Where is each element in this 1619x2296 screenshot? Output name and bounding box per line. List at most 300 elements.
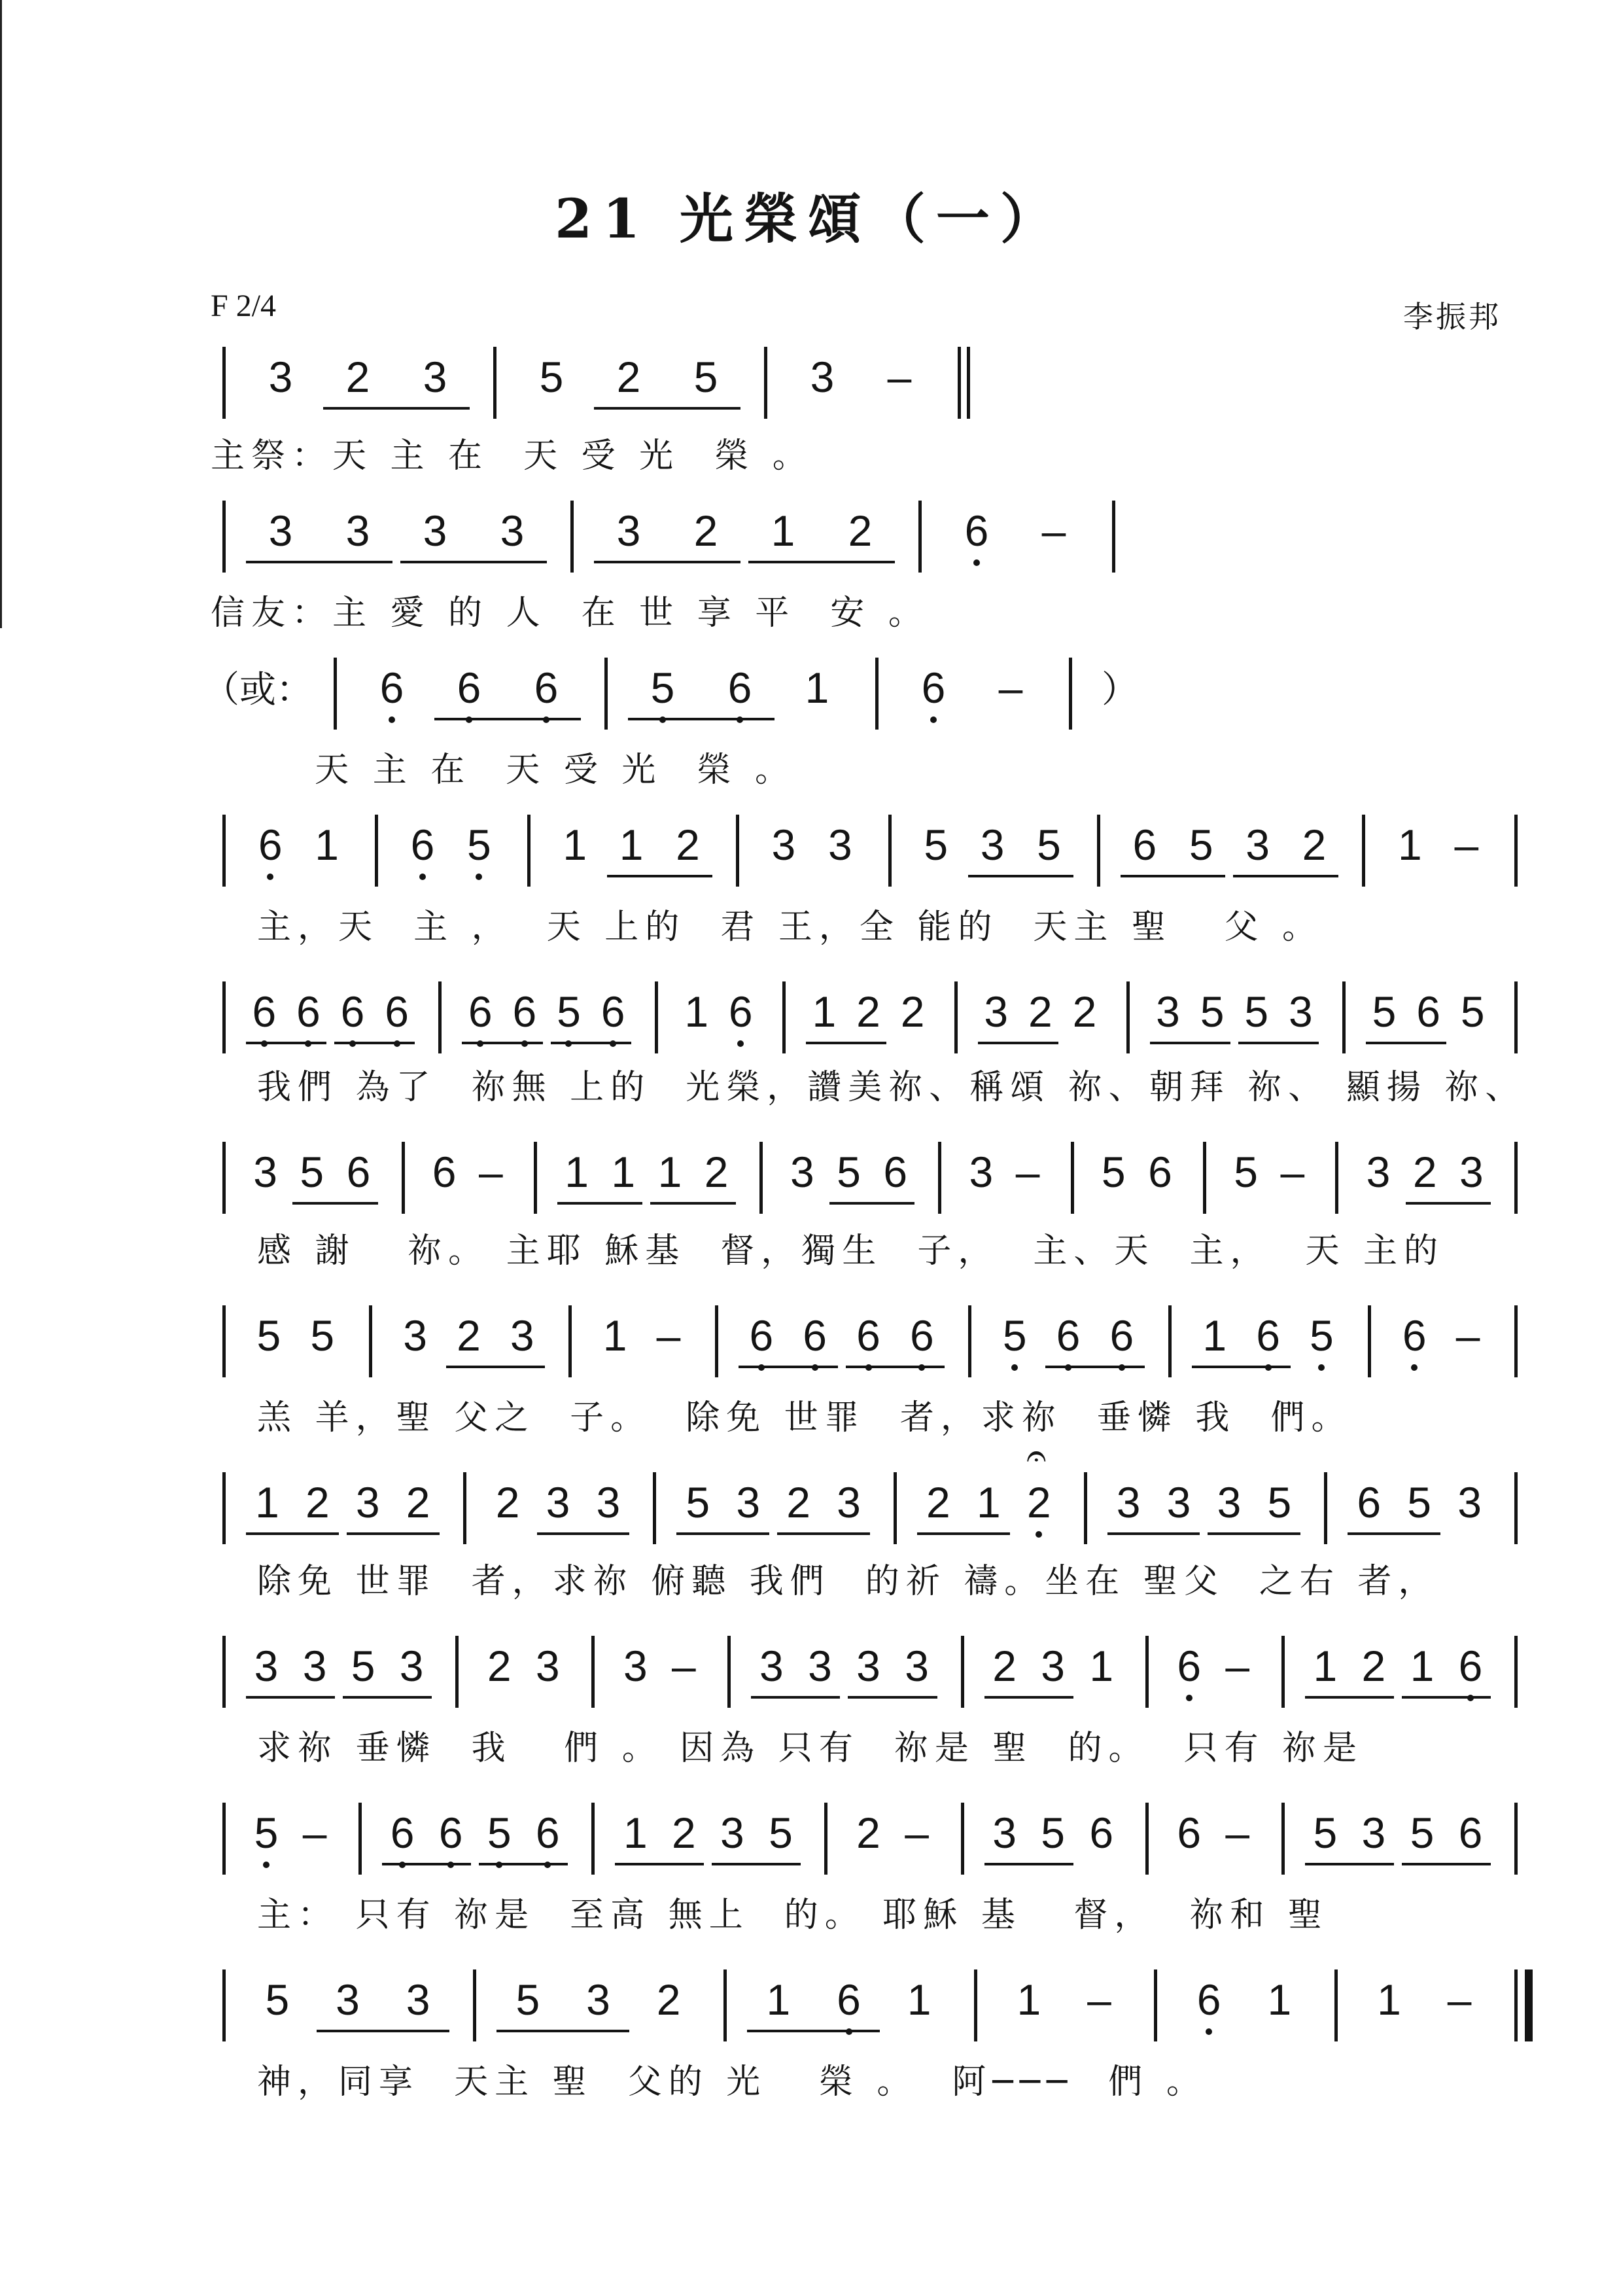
note: 2 (487, 1642, 512, 1690)
note: 5 (515, 1975, 540, 2024)
beam-underline (848, 1696, 937, 1699)
note: 6 (346, 1148, 371, 1196)
barline (1362, 815, 1365, 887)
barline (1514, 815, 1518, 887)
beam-underline (446, 1366, 546, 1368)
beam-underline (777, 1532, 870, 1535)
note: 5 (245, 1807, 288, 1859)
note: 3 (500, 506, 525, 555)
dash-sustain: – (1225, 1809, 1250, 1857)
note: 3 (1041, 1642, 1065, 1690)
barline (369, 1305, 372, 1377)
notation-line (0, 1305, 1619, 1377)
note: 3 (586, 1975, 610, 2024)
beam-underline (347, 1532, 440, 1535)
note: 5 (1313, 1809, 1338, 1857)
note: 6 (955, 504, 998, 557)
note: 5 (837, 1148, 861, 1196)
note: 3 (510, 1311, 534, 1360)
note: 6 (526, 1807, 569, 1859)
notation-line (0, 1636, 1619, 1708)
note: 6 (429, 1807, 472, 1859)
note: 5 (1200, 987, 1225, 1036)
note: 2 (495, 1478, 520, 1527)
double-barline (958, 347, 961, 419)
note: 5 (1407, 1478, 1431, 1527)
note: 3 (1245, 821, 1270, 869)
barline (1324, 1472, 1327, 1544)
note: 6 (287, 985, 330, 1038)
barline (222, 981, 226, 1053)
beam-underline (292, 1202, 377, 1205)
note: 1 (1089, 1642, 1114, 1690)
beam-underline (984, 1863, 1073, 1865)
beam-underline (334, 1042, 415, 1044)
note: 5 (924, 821, 949, 869)
note: 5 (256, 1311, 281, 1360)
note: 2 𝄐 (1017, 1476, 1060, 1528)
notation-line (0, 347, 1619, 419)
barline (438, 981, 442, 1053)
lyric-line: 主： 只有 祢是 至高 無上 的。 耶穌 基 督， 祢和 聖 (222, 1896, 1329, 1935)
beam-underline (1208, 1532, 1300, 1535)
note: 3 (403, 1311, 427, 1360)
note: 5 (457, 819, 500, 871)
final-barline (1525, 1969, 1533, 2041)
composer-name: 李振邦 (1403, 299, 1501, 334)
note: 3 (1156, 987, 1180, 1036)
barline (764, 347, 767, 419)
notation-prefix: （或： (203, 669, 313, 711)
barline (715, 1305, 718, 1377)
note: 1 (1410, 1642, 1435, 1690)
barline (1342, 981, 1346, 1053)
note: 2 (693, 506, 718, 555)
note: 5 (1037, 821, 1061, 869)
note: 5 (310, 1311, 335, 1360)
barline (222, 1636, 226, 1708)
barline (1514, 981, 1518, 1053)
barline (1514, 1803, 1518, 1875)
barline (591, 1636, 595, 1708)
beam-underline (246, 561, 392, 563)
barline (455, 1636, 459, 1708)
note: 1 (907, 1975, 931, 2024)
barline (875, 658, 879, 730)
barline (1203, 1142, 1206, 1214)
lyric-line: 感 謝 祢。 主耶 穌基 督，獨生 子， 主、天 主， 天 主的 (222, 1231, 1445, 1271)
note: 3 (736, 1478, 761, 1527)
note: 3 (969, 1148, 994, 1196)
note: 6 (847, 1309, 890, 1362)
barline (1126, 981, 1130, 1053)
note: 3 (423, 353, 447, 401)
beam-underline (739, 1366, 838, 1368)
barline (894, 1472, 897, 1544)
barline (824, 1803, 827, 1875)
dash-sustain: – (998, 663, 1023, 712)
note: 2 (406, 1478, 430, 1527)
beam-underline (829, 1202, 914, 1205)
note: 6 (1089, 1809, 1114, 1857)
beam-underline (1045, 1366, 1145, 1368)
barline (1112, 501, 1115, 573)
note: 3 (992, 1809, 1017, 1857)
note: 3 (254, 1642, 279, 1690)
note: 1 (812, 987, 837, 1036)
note: 3 (771, 821, 796, 869)
note: 2 (900, 987, 925, 1036)
note: 6 (912, 662, 955, 714)
note: 3 (1457, 1478, 1482, 1527)
beam-underline (400, 561, 547, 563)
beam-underline (343, 1696, 432, 1699)
beam-underline (984, 1696, 1073, 1699)
note: 3 (399, 1642, 424, 1690)
beam-underline (846, 1366, 945, 1368)
barline (1514, 1472, 1518, 1544)
barline (222, 1305, 226, 1377)
note: 2 (457, 1311, 481, 1360)
note: 2 (1361, 1642, 1386, 1690)
final-barline (1514, 1969, 1518, 2041)
note: 6 (1458, 1809, 1483, 1857)
note: 5 (1244, 987, 1269, 1036)
note: 6 (719, 985, 762, 1038)
note: 6 (1148, 1148, 1172, 1196)
note: 3 (827, 821, 852, 869)
note: 5 (686, 1478, 710, 1527)
note: 5 (1372, 987, 1397, 1036)
note: 5 (351, 1642, 375, 1690)
note: 1 (684, 987, 709, 1036)
note: 2 (676, 821, 700, 869)
beam-underline (1121, 875, 1226, 877)
fermata-icon: 𝄐 (1026, 1436, 1047, 1475)
beam-underline (676, 1532, 769, 1535)
beam-underline (1150, 1042, 1230, 1044)
beam-underline (1348, 1532, 1440, 1535)
note: 5 (478, 1807, 521, 1859)
note: 3 (1116, 1478, 1141, 1527)
beam-underline (1192, 1366, 1291, 1368)
barline (1097, 815, 1100, 887)
beam-underline (594, 407, 740, 410)
beam-underline (1233, 875, 1338, 877)
note: 6 (432, 1148, 457, 1196)
note: 6 (1047, 1309, 1090, 1362)
note: 3 (406, 1975, 430, 2024)
note: 2 (1072, 987, 1097, 1036)
dash-sustain: – (1280, 1148, 1305, 1196)
beam-underline (323, 407, 470, 410)
lyric-line: 主祭：天 主 在 天 受 光 榮 。 (211, 436, 813, 476)
note: 1 (563, 821, 587, 869)
note: 6 (1168, 1640, 1211, 1692)
note: 6 (740, 1309, 783, 1362)
note: 6 (1449, 1640, 1492, 1692)
dash-sustain: – (1041, 506, 1066, 555)
note: 2 (704, 1148, 729, 1196)
note: 2 (856, 1809, 880, 1857)
barline (782, 981, 786, 1053)
notation-suffix: ） (1102, 669, 1138, 711)
note: 5 (547, 985, 590, 1038)
note: 5 (693, 353, 718, 401)
note: 6 (591, 985, 635, 1038)
barline (1145, 1803, 1149, 1875)
barline (1168, 1305, 1172, 1377)
note: 6 (1187, 1973, 1230, 2026)
barline (1084, 1472, 1087, 1544)
note: 6 (459, 985, 502, 1038)
note: 6 (1100, 1309, 1143, 1362)
note: 2 (616, 353, 641, 401)
beam-underline (317, 2030, 449, 2032)
lyric-line: 天 主 在 天 受 光 榮 。 (211, 751, 795, 790)
note: 2 (926, 1478, 950, 1527)
note: 6 (331, 985, 374, 1038)
barline (1368, 1305, 1371, 1377)
lyric-line: 求祢 垂憐 我 們 。 因為 只有 祢是 聖 的。 只有 祢是 (222, 1729, 1364, 1768)
barline (1071, 1142, 1074, 1214)
note: 5 (1267, 1478, 1292, 1527)
barline (759, 1142, 763, 1214)
note: 3 (1459, 1148, 1484, 1196)
note: 5 (1300, 1309, 1343, 1362)
barline (1514, 1305, 1518, 1377)
note: 6 (375, 985, 419, 1038)
beam-underline (246, 1532, 339, 1535)
note: 3 (355, 1478, 380, 1527)
note: 5 (1460, 987, 1485, 1036)
beam-underline (1107, 1532, 1200, 1535)
beam-underline (557, 1202, 642, 1205)
dash-sustain: – (1447, 1975, 1472, 2024)
note: 2 (671, 1809, 696, 1857)
barline (938, 1142, 941, 1214)
barline (534, 1142, 537, 1214)
barline (402, 1142, 405, 1214)
note: 1 (1398, 821, 1422, 869)
note: 3 (980, 821, 1005, 869)
beam-underline (434, 718, 581, 720)
beam-underline (747, 2030, 880, 2032)
key-signature: F 2/4 (211, 289, 277, 323)
note: 6 (370, 662, 413, 714)
barline (1145, 1636, 1149, 1708)
note: 6 (1247, 1309, 1290, 1362)
note: 1 (766, 1975, 791, 2024)
notation-line (0, 1142, 1619, 1214)
double-barline (967, 347, 970, 419)
note: 3 (623, 1642, 648, 1690)
barline (334, 658, 337, 730)
notation-line (0, 1969, 1619, 2041)
note: 1 (602, 1311, 627, 1360)
note: 3 (984, 987, 1009, 1036)
note: 5 (641, 662, 684, 714)
note: 6 (1177, 1809, 1202, 1857)
note: 3 (1361, 1809, 1386, 1857)
barline (591, 1803, 595, 1875)
note: 3 (268, 506, 293, 555)
note: 1 (1267, 1975, 1292, 2024)
barline (604, 658, 608, 730)
beam-underline (712, 1863, 801, 1865)
note: 3 (535, 1642, 560, 1690)
barline (653, 1472, 656, 1544)
note: 6 (1132, 821, 1157, 869)
note: 3 (423, 506, 447, 555)
barline (1281, 1803, 1285, 1875)
lyric-line: 信友：主 愛 的 人 在 世 享 平 安 。 (211, 593, 929, 633)
beam-underline (1238, 1042, 1319, 1044)
beam-underline (650, 1202, 735, 1205)
lyric-line: 我們 為了 祢無 上的 光榮，讚美祢、稱頌 祢、朝拜 祢、 顯揚 祢、 (222, 1068, 1526, 1107)
beam-underline (978, 1042, 1058, 1044)
note: 3 (268, 353, 293, 401)
note: 1 (611, 1148, 636, 1196)
barline (568, 1305, 572, 1377)
barline (222, 1803, 226, 1875)
lyric-line: 主，天 主 ， 天 上的 君 王，全 能的 天主 聖 父 。 (222, 908, 1323, 947)
barline (968, 1305, 971, 1377)
beam-underline (1305, 1696, 1394, 1699)
notation-line (0, 501, 1619, 573)
lyric-line: 除免 世罪 者，求祢 俯聽 我們 的祈 禱。坐在 聖父 之右 者， (222, 1562, 1439, 1601)
beam-underline (1366, 1042, 1446, 1044)
beam-underline (551, 1042, 631, 1044)
dash-sustain: – (1455, 1311, 1480, 1360)
barline (727, 1636, 731, 1708)
beam-underline (806, 1042, 886, 1044)
hymn-title: 21 光榮頌（一） (555, 188, 1064, 251)
dash-sustain: – (1087, 1975, 1111, 2024)
note: 1 (976, 1478, 1001, 1527)
dash-sustain: – (302, 1809, 327, 1857)
barline (527, 815, 531, 887)
note: 6 (900, 1309, 943, 1362)
note: 6 (793, 1309, 837, 1362)
note: 1 (255, 1478, 279, 1527)
barline (655, 981, 658, 1053)
barline (358, 1803, 362, 1875)
barline (463, 1472, 466, 1544)
barline (222, 347, 226, 419)
note: 6 (447, 662, 491, 714)
note: 3 (1366, 1148, 1391, 1196)
note: 5 (300, 1148, 324, 1196)
barline (222, 1969, 226, 2041)
dash-sustain: – (671, 1642, 696, 1690)
barline (961, 1803, 964, 1875)
note: 2 (1028, 987, 1053, 1036)
notation-line (0, 815, 1619, 887)
beam-underline (496, 2030, 629, 2032)
barline (375, 815, 378, 887)
barline (222, 815, 226, 887)
lyric-line: 神，同享 天主 聖 父的 光 榮 。 阿─── 們 。 (222, 2062, 1207, 2102)
note: 5 (1041, 1809, 1065, 1857)
note: 6 (1357, 1478, 1382, 1527)
note: 1 (805, 663, 829, 712)
beam-underline (628, 718, 775, 720)
note: 5 (1189, 821, 1213, 869)
note: 6 (718, 662, 761, 714)
barline (723, 1969, 727, 2041)
note: 2 (856, 987, 880, 1036)
barline (1335, 1142, 1338, 1214)
barline (493, 347, 496, 419)
note: 6 (827, 1973, 871, 2026)
note: 5 (1410, 1809, 1435, 1857)
note: 6 (525, 662, 568, 714)
note: 2 (345, 353, 370, 401)
note: 5 (265, 1975, 290, 2024)
dash-sustain: – (887, 353, 912, 401)
note: 1 (1017, 1975, 1041, 2024)
dash-sustain: – (1454, 821, 1479, 869)
note: 1 (619, 821, 644, 869)
note: 2 (786, 1478, 810, 1527)
beam-underline (615, 1863, 704, 1865)
note: 2 (992, 1642, 1017, 1690)
notation-line (0, 658, 1619, 730)
note: 6 (1393, 1309, 1436, 1362)
note: 1 (1377, 1975, 1401, 2024)
note: 5 (993, 1309, 1036, 1362)
note: 3 (837, 1478, 861, 1527)
note: 5 (539, 353, 564, 401)
beam-underline (1402, 1696, 1491, 1699)
note: 3 (302, 1642, 327, 1690)
barline (1281, 1636, 1285, 1708)
note: 3 (856, 1642, 880, 1690)
note: 3 (1289, 987, 1313, 1036)
barline (888, 815, 892, 887)
note: 2 (848, 506, 873, 555)
note: 3 (616, 506, 641, 555)
note: 6 (1416, 987, 1440, 1036)
beam-underline (607, 875, 712, 877)
note: 6 (883, 1148, 908, 1196)
notation-line (0, 1436, 1619, 1544)
note: 3 (1217, 1478, 1242, 1527)
barline (954, 981, 958, 1053)
beam-underline (479, 1863, 568, 1865)
beam-underline (751, 1696, 840, 1699)
barline (222, 1142, 226, 1214)
beam-underline (968, 875, 1073, 877)
note: 3 (596, 1478, 621, 1527)
note: 3 (759, 1642, 784, 1690)
barline (974, 1969, 977, 2041)
note: 3 (345, 506, 370, 555)
beam-underline (462, 1042, 542, 1044)
note: 3 (336, 1975, 360, 2024)
note: 5 (769, 1809, 793, 1857)
barline (736, 815, 739, 887)
barline (1514, 1142, 1518, 1214)
note: 2 (1302, 821, 1327, 869)
beam-underline (1406, 1202, 1491, 1205)
note: 3 (905, 1642, 929, 1690)
barline (918, 501, 922, 573)
barline (961, 1636, 964, 1708)
note: 5 (1101, 1148, 1126, 1196)
beam-underline (1305, 1863, 1394, 1865)
